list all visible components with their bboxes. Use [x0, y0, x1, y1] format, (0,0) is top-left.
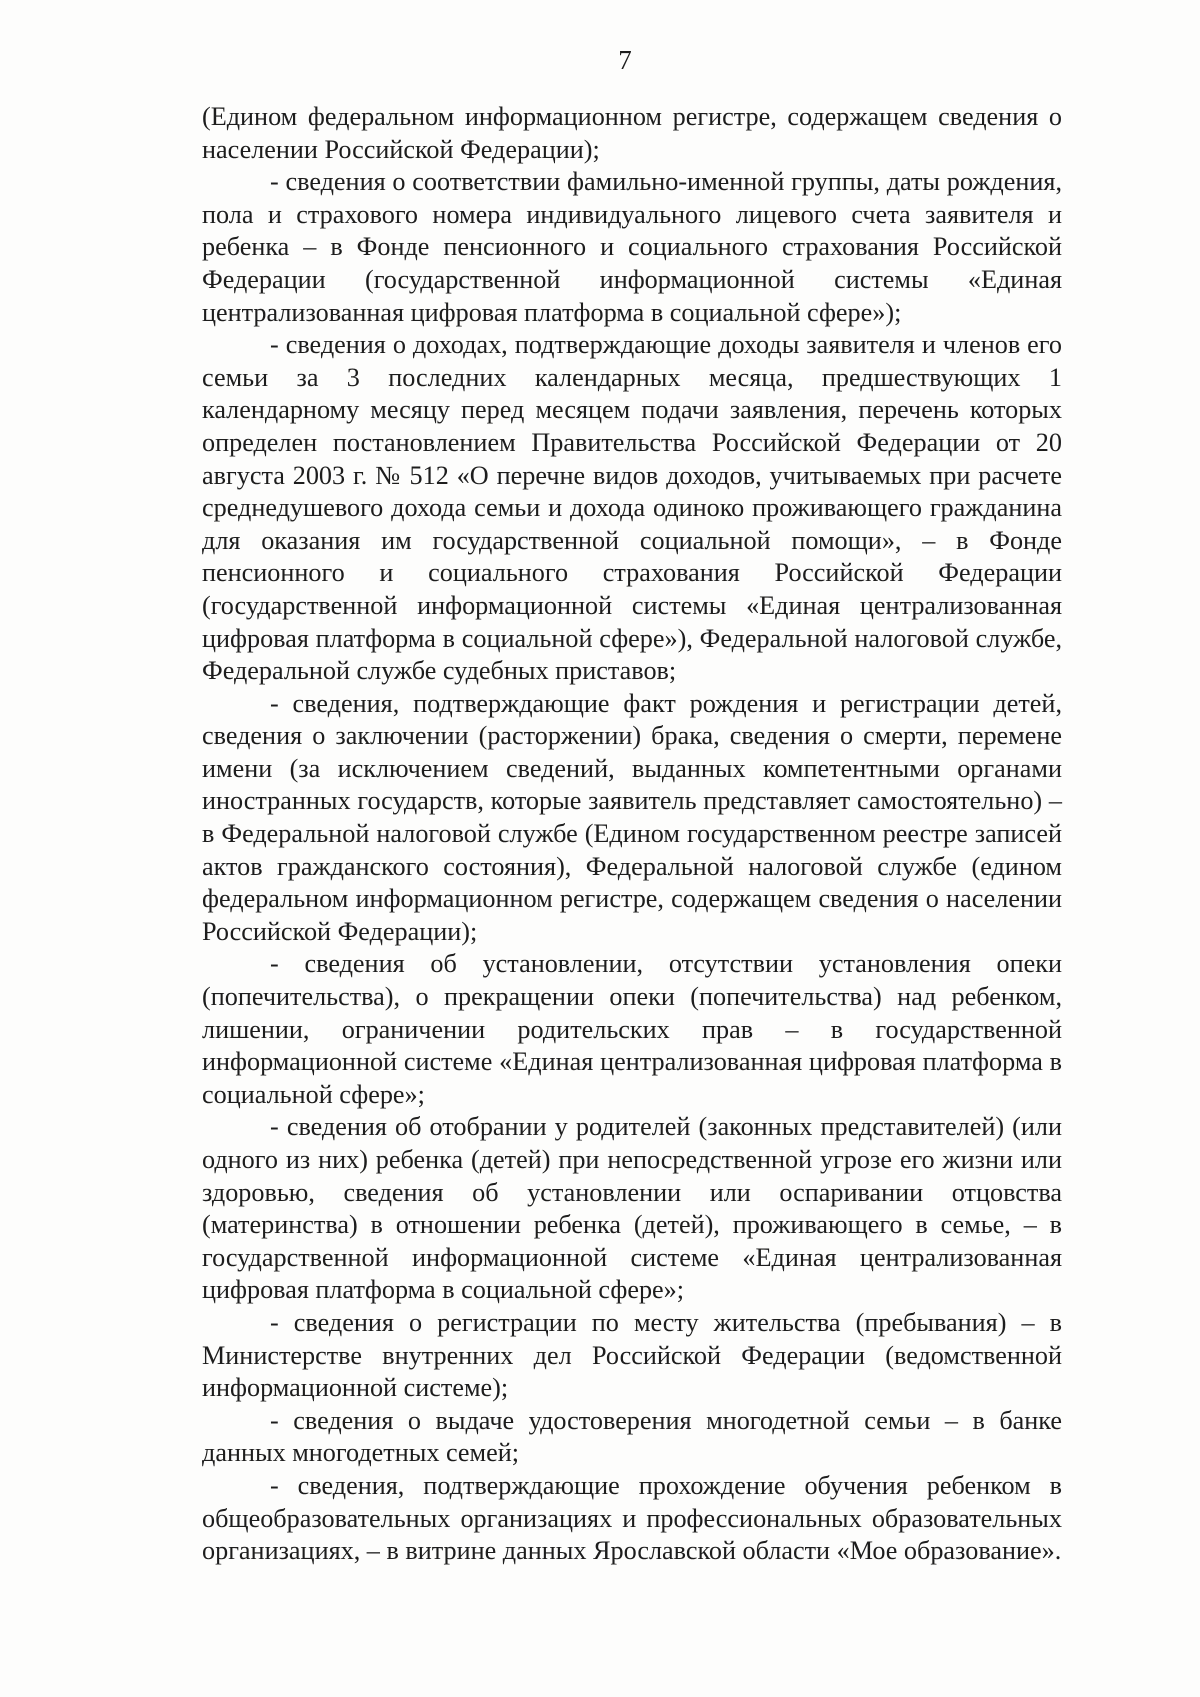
paragraph-continuation: (Едином федеральном информационном регистре, содержащем сведения о населении Российской Федерации); [202, 102, 1062, 164]
document-body [202, 101, 1062, 1568]
list-item: - сведения, подтверждающие прохождение обучения ребенком в общеобразовательных организациях и профессиональных образовательных организациях, – в витрине данных Ярославской области «Мое образование». [202, 1470, 1062, 1566]
list-item: - сведения о выдаче удостоверения многодетной семьи – в банке данных многодетных семей; [202, 1405, 1062, 1468]
list-item: - сведения о соответствии фамильно-именной группы, даты рождения, пола и страхового номера индивидуального лицевого счета заявителя и ребенка – в Фонде пенсионного и социального страхования Российской Федерации (государственной информационной системы «Единая централизованная цифровая платформа в социальной сфере»); [202, 167, 1062, 327]
list-item: - сведения об установлении, отсутствии установления опеки (попечительства), о прекращении опеки (попечительства) над ребенком, лишении, ограничении родительских прав – в государственной информационной системе «Единая централизованная цифровая платформа в социальной сфере»; [202, 949, 1062, 1109]
list-item: - сведения о регистрации по месту жительства (пребывания) – в Министерстве внутренних дел Российской Федерации (ведомственной информационной системе); [202, 1307, 1062, 1403]
list-item: - сведения о доходах, подтверждающие доходы заявителя и членов его семьи за 3 последних календарных месяца, предшествующих 1 календарному месяцу перед месяцем подачи заявления, перечень которых определен постановлением Правительства Российской Федерации от 20 августа 2003 г. № 512 «О перечне видов доходов, учитываемых при расчете среднедушевого дохода семьи и дохода одиноко проживающего гражданина для оказания им государственной социальной помощи», – в Фонде пенсионного и социального страхования Российской Федерации (государственной информационной системы «Единая централизованная цифровая платформа в социальной сфере»), Федеральной налоговой службе, Федеральной службе судебных приставов; [202, 330, 1062, 686]
list-item: - сведения, подтверждающие факт рождения и регистрации детей, сведения о заключении (расторжении) брака, сведения о смерти, перемене имени (за исключением сведений, выданных компетентными органами иностранных государств, которые заявитель представляет самостоятельно) – в Федеральной налоговой службе (Едином государственном реестре записей актов гражданского состояния), Федеральной налоговой службе (едином федеральном информационном регистре, содержащем сведения о населении Российской Федерации); [202, 688, 1062, 946]
page-number: 7 [618, 45, 632, 75]
list-item: - сведения об отобрании у родителей (законных представителей) (или одного из них) ребенка (детей) при непосредственной угрозе его жизни или здоровью, сведения об установлении или оспаривании отцовства (материнства) в отношении ребенка (детей), проживающего в семье, – в государственной информационной системе «Единая централизованная цифровая платформа в социальной сфере»; [202, 1112, 1062, 1305]
